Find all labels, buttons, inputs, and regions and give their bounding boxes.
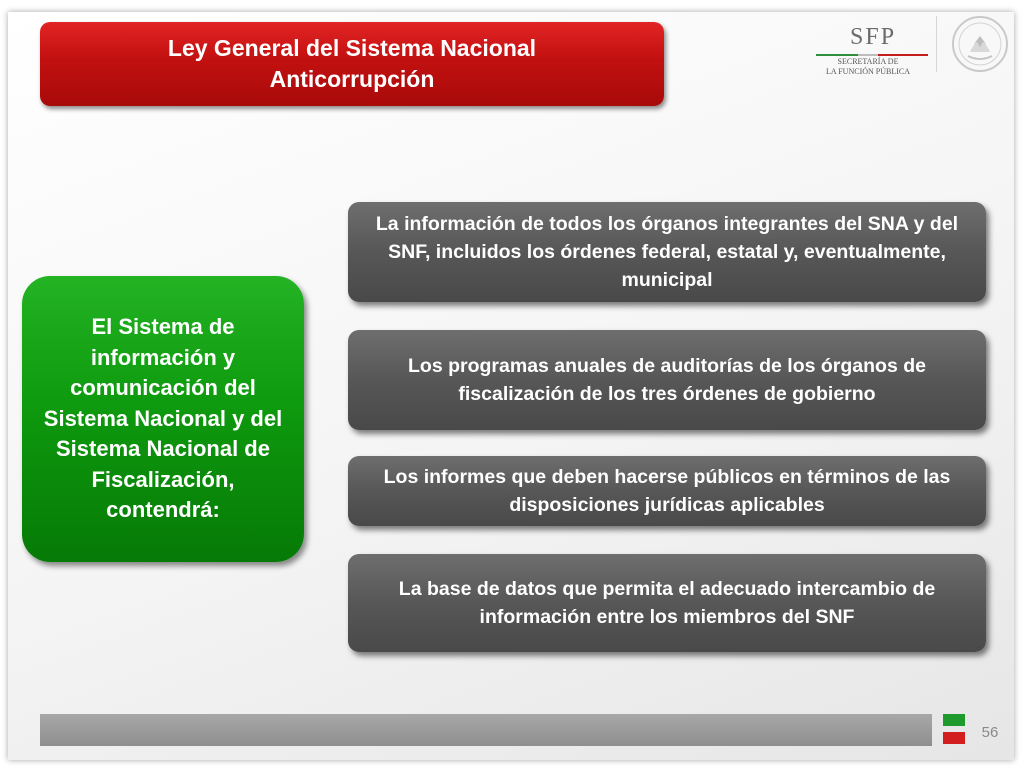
content-item — [348, 202, 986, 302]
content-item — [348, 456, 986, 526]
logo-red-line — [878, 54, 928, 56]
logo-subtitle — [826, 57, 910, 77]
logo-subtitle-line2: LA FUNCIÓN PÚBLICA — [826, 67, 911, 76]
logo-subtitle-line1: SECRETARÍA DE — [837, 57, 899, 66]
flag-green-stripe — [943, 714, 965, 726]
sfp-logo — [812, 20, 942, 78]
coat-of-arms-icon — [950, 14, 1010, 74]
slide-title: Ley General del Sistema Nacional Anticorrupción — [167, 35, 537, 92]
footer-bar — [40, 714, 932, 746]
content-item — [348, 330, 986, 430]
content-item-text: La base de datos que permita el adecuado intercambio de información entre los miembros del SNF — [398, 578, 936, 628]
content-item-text: La información de todos los órganos integrantes del SNA y del SNF, incluidos los órdenes federal, estatal y, eventualmente, municipal — [375, 213, 959, 291]
content-item-text: Los informes que deben hacerse públicos en términos de las disposiciones jurídicas aplicables — [383, 466, 951, 516]
logo-gray-line — [858, 54, 878, 56]
main-statement: El Sistema de información y comunicación del Sistema Nacional y del Sistema Nacional de Fiscalización, contendrá: — [43, 314, 283, 523]
content-item — [348, 554, 986, 652]
logo-acronym: SFP — [850, 24, 897, 50]
page-number: 56 — [981, 724, 999, 741]
content-item-text: Los programas anuales de auditorías de los órganos de fiscalización de los tres órdenes de gobierno — [408, 355, 926, 405]
logo-green-line — [816, 54, 858, 56]
logo-divider — [936, 16, 937, 72]
title-banner — [40, 22, 664, 106]
main-statement-box — [22, 276, 304, 562]
flag-red-stripe — [943, 732, 965, 744]
